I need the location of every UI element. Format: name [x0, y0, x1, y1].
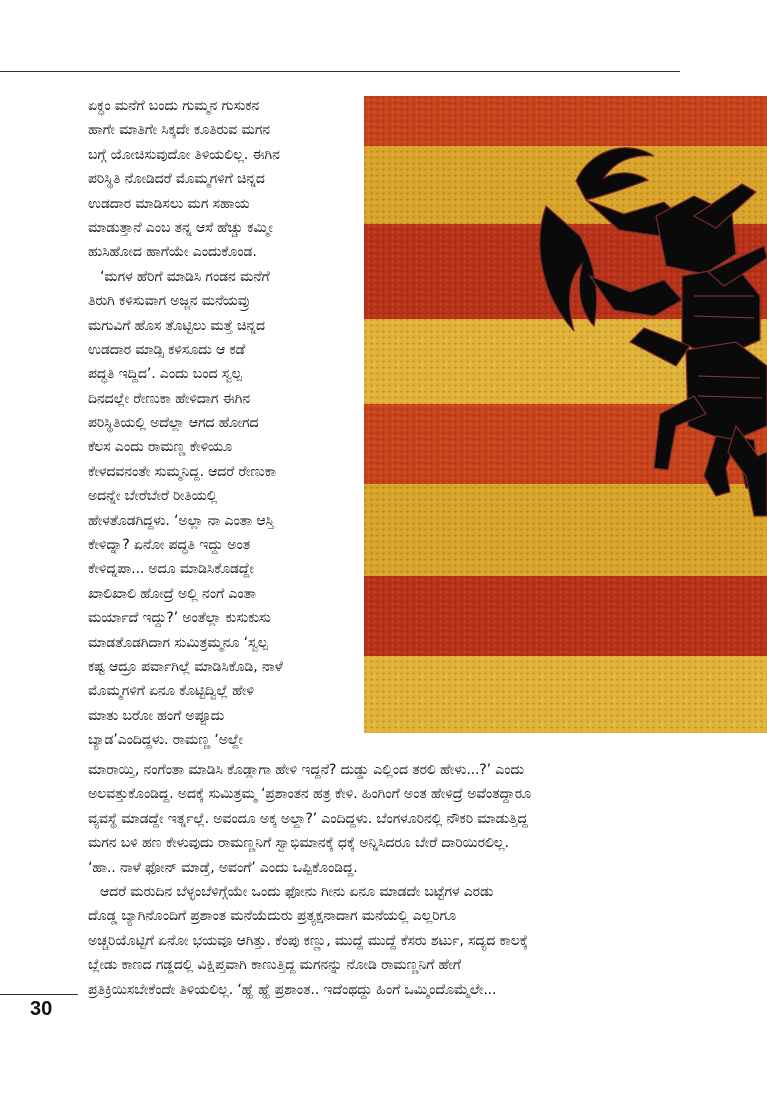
text-line: ‘ಮಗಳ ಹೆರಿಗೆ ಮಾಡಿಸಿ ಗಂಡನ ಮನೆಗೆ — [100, 268, 270, 285]
text-line: ಕೇಳದವನಂತೇ ಸುಮ್ಮನಿದ್ದ. ಆದರೆ ರೇಣುಕಾ — [88, 463, 276, 480]
scorpion-illustration — [364, 96, 767, 733]
text-line: ‘ಹಾ.. ನಾಳೆ ಫೋನ್ ಮಾಡ್ತೆ, ಅವಂಗೆ’ ಎಂದು ಒಪ್ಪಿಕೊಂಡಿದ್ದ. — [88, 859, 358, 876]
text-line: ವ್ಯವಸ್ಥೆ ಮಾಡದ್ದೇ ಇರ್ತ್ನಲ್ಲೆ. ಅವಂದೂ ಅಕ್ಕ ಅಲ್ದಾ?’ ಎಂದಿದ್ದಳು. ಬೆಂಗಳೂರಿನಲ್ಲಿ ನೌಕರಿ ಮಾಡುತ್ತಿದ್ದ — [88, 810, 528, 827]
text-line: ಪ್ರತಿಕ್ರಿಯಿಸಬೇಕೆಂದೇ ತಿಳಿಯಲಿಲ್ಲ. ‘ಹ್ಹೆ ಹ್ಹೆ ಪ್ರಶಾಂತ.. ಇದೆಂಥದ್ದು ಹಿಂಗೆ ಒಮ್ಮಿಂದೊಮ್ಮೆಲೇ... — [88, 981, 497, 998]
text-line: ಅಲವತ್ತುಕೊಂಡಿದ್ದ. ಅದಕ್ಕೆ ಸುಮಿತ್ರಮ್ಮ ‘ಪ್ರಶಾಂತನ ಹತ್ರ ಕೇಳಿ. ಹಿಂಗಿಂಗೆ ಅಂತ ಹೇಳಿದ್ರೆ ಅವೆಂತದ್ದಾರೂ — [88, 786, 532, 803]
text-line: ಪರಿಸ್ಥಿತಿ ನೋಡಿದರೆ ಮೊಮ್ಮಗಳಿಗೆ ಚಿನ್ನದ — [88, 171, 265, 188]
text-line: ಬ್ಯಾಡ’ಎಂದಿದ್ದಳು. ರಾಮಣ್ಣ ‘ಅಲ್ದೇ — [88, 732, 243, 749]
scorpion-icon — [364, 96, 767, 733]
text-line: ಅಚ್ಚರಿಯೊಟ್ಟಿಗೆ ಏನೋ ಭಯವೂ ಆಗಿತ್ತು. ಕೆಂಪು ಕಣ್ಣು, ಮುದ್ದೆ ಮುದ್ದೆ ಕೆಸರು ಶರ್ಟು, ಸದ್ಯದ ಕಾಲಕ್ಕೆ — [88, 932, 528, 949]
text-line: ಖಾಲಿಖಾಲಿ ಹೋದ್ರೆ ಅಲ್ಲಿ ನಂಗೆ ಎಂತಾ — [88, 585, 256, 602]
text-line: ಮಾರಾಯ್ತಿ, ನಂಗೆಂತಾ ಮಾಡಿಸಿ ಕೊಡ್ಲಾಗಾ ಹೇಳಿ ಇದ್ದನೆ? ದುಡ್ಡು ಎಲ್ಲಿಂದ ತರಲಿ ಹೇಳು...?’ ಎಂದು — [88, 762, 524, 778]
page-number: 30 — [30, 998, 53, 1020]
text-line: ಹೇಳತೊಡಗಿದ್ದಳು. ‘ಅಲ್ಲಾ ನಾ ಎಂತಾ ಆಸ್ತಿ — [88, 512, 275, 529]
top-rule — [0, 71, 680, 72]
text-line: ಕೆಲಸ ಎಂದು ರಾಮಣ್ಣ ಕೇಳಿಯೂ — [88, 439, 233, 456]
text-line: ಬಗ್ಗೆ ಯೋಚಿಸುವುದೋ ತಿಳಿಯಲಿಲ್ಲ. ಈಗಿನ — [88, 146, 280, 163]
text-line: ಮಾಡತೊಡಗಿದಾಗ ಸುಮಿತ್ರಮ್ಮನೂ ‘ಸ್ವಲ್ಪ — [88, 634, 268, 651]
text-line: ಮರ್ಯಾದೆ ಇದ್ದು?’ ಅಂತೆಲ್ಲಾ ಕುಸುಕುಸು — [88, 610, 271, 627]
text-line: ಮಗುವಿಗೆ ಹೊಸ ತೊಟ್ಟಿಲು ಮತ್ತೆ ಚಿನ್ನದ — [88, 317, 265, 334]
text-line: ದಿನದಲ್ಲೇ ರೇಣುಕಾ ಹೇಳಿದಾಗ ಈಗಿನ — [88, 390, 251, 407]
text-line: ಕಷ್ಟ ಆದ್ರೂ ಪರ್ವಾಗಿಲ್ಲೆ ಮಾಡಿಸಿಕೊಡಿ, ನಾಳೆ — [88, 658, 283, 675]
text-line: ಹುಸಿಹೋದ ಹಾಗೆಯೇ ಎಂದುಕೊಂಡ. — [88, 244, 257, 261]
text-line: ತಿರುಗಿ ಕಳಿಸುವಾಗ ಅಜ್ಜನ ಮನೆಯವ್ರು — [88, 293, 250, 310]
text-line: ಮಾತು ಬರೋ ಹಂಗೆ ಅಪ್ಪೂದು — [88, 707, 225, 724]
footer-rule — [0, 994, 78, 995]
text-line: ಅದನ್ನೇ ಬೇರೆಬೇರೆ ರೀತಿಯಲ್ಲಿ — [88, 488, 218, 505]
text-line: ಹಾಗೇ ಮಾತಿಗೇ ಸಿಕ್ಕದೇ ಕೂತಿರುವ ಮಗನ — [88, 122, 270, 139]
text-line: ಪದ್ಧತಿ ಇದ್ದಿದ’. ಎಂದು ಬಂದ ಸ್ವಲ್ಪ — [88, 366, 242, 383]
text-line: ಪರಿಸ್ಥಿತಿಯಲ್ಲಿ ಅದೆಲ್ಲಾ ಆಗದ ಹೋಗದ — [88, 415, 259, 432]
full-width-text — [88, 758, 673, 1002]
text-line: ಉಡದಾರ ಮಾಡಿಸಲು ಮಗ ಸಹಾಯ — [88, 195, 250, 212]
text-line: ಆದರೆ ಮರುದಿನ ಬೆಳ್ಳಂಬೆಳಿಗ್ಗೆಯೇ ಒಂದು ಫೋನು ಗೀನು ಏನೂ ಮಾಡದೇ ಬಟ್ಟೆಗಳ ಎರಡು — [100, 883, 494, 900]
text-line: ಮಾಡುತ್ತಾನೆ ಎಂಬ ತನ್ನ ಆಸೆ ಹೆಚ್ಚು ಕಮ್ಮೀ — [88, 219, 273, 236]
text-line: ಏಕ್ಧಂ ಮನೆಗೆ ಬಂದು ಗುಮ್ಮನ ಗುಸುಕನ — [88, 98, 260, 114]
column-text — [88, 94, 358, 753]
text-line: ಬ್ಲೇಡು ಕಾಣದ ಗಡ್ಡದಲ್ಲಿ ವಿಕ್ಷಿಪ್ತವಾಗಿ ಕಾಣುತ್ತಿದ್ದ ಮಗನನ್ನು ನೋಡಿ ರಾಮಣ್ಣನಿಗೆ ಹೇಗೆ — [88, 957, 461, 974]
text-line: ಕೇಳಿದ್ನಾ? ಏನೋ ಪದ್ಧತಿ ಇದ್ದು ಅಂತ — [88, 537, 251, 554]
text-line: ಮಗನ ಬಳಿ ಹಣ ಕೇಳುವುದು ರಾಮಣ್ಣನಿಗೆ ಸ್ವಾಭಿಮಾನಕ್ಕೆ ಧಕ್ಕೆ ಅನ್ನಿಸಿದರೂ ಬೇರೆ ದಾರಿಯಿರಲಿಲ್ಲ. — [88, 835, 509, 852]
text-line: ಮೊಮ್ಮಗಳಿಗೆ ಏನೂ ಕೊಟ್ಟಿದ್ವಿಲ್ಲೆ ಹೇಳಿ — [88, 683, 254, 700]
text-line: ಕೇಳಿದ್ನಪಾ... ಅದೂ ಮಾಡಿಸಿಕೊಡದ್ದೇ — [88, 561, 254, 578]
text-line: ಉಡದಾರ ಮಾಡ್ಸಿ ಕಳಿಸೂದು ಆ ಕಡೆ — [88, 341, 246, 358]
text-line: ದೊಡ್ಡ ಬ್ಯಾಗಿನೊಂದಿಗೆ ಪ್ರಶಾಂತ ಮನೆಯೆದುರು ಪ್ರತ್ಯಕ್ಷನಾದಾಗ ಮನೆಯಲ್ಲಿ ಎಲ್ಲರಿಗೂ — [88, 908, 457, 925]
